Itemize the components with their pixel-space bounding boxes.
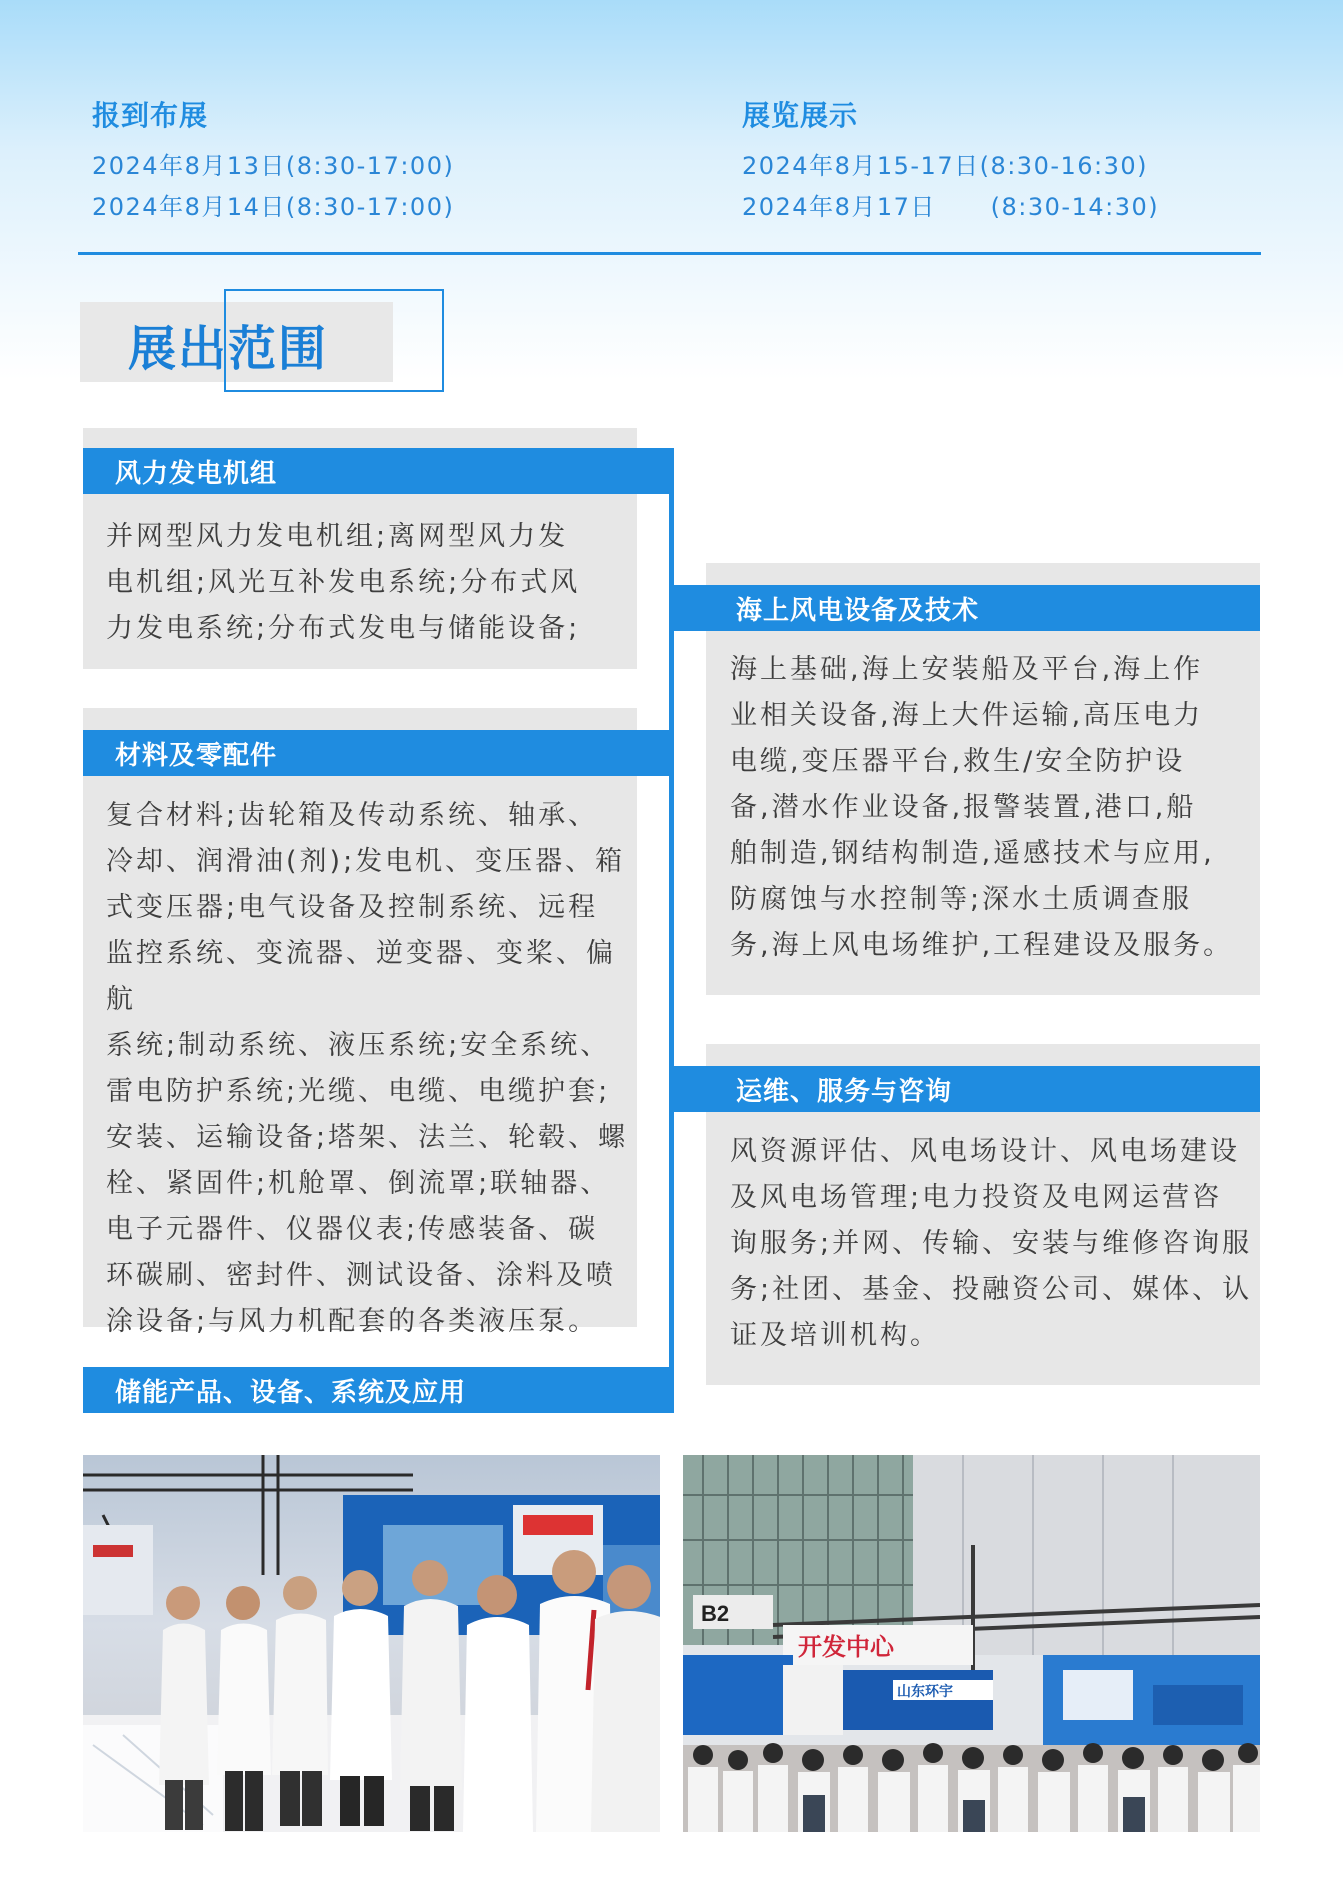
body-line: 防腐蚀与水控制等;深水土质调查服 [730, 884, 1193, 915]
body-line: 雷电防护系统;光缆、电缆、电缆护套; [106, 1076, 611, 1107]
body-line: 栓、紧固件;机舱罩、倒流罩;联轴器、 [106, 1168, 611, 1199]
category-operations-service [706, 1044, 1260, 1385]
exhibition-hall-photo-illustration [683, 1455, 1260, 1832]
category-wind-turbines [83, 428, 637, 669]
body-line: 并网型风力发电机组;离网型风力发 [106, 521, 569, 552]
photo-delegation-visit [83, 1455, 660, 1832]
category-energy-storage-title: 储能产品、设备、系统及应用 [83, 1367, 674, 1413]
body-line: 及风电场管理;电力投资及电网运营咨 [730, 1182, 1223, 1213]
body-line: 监控系统、变流器、逆变器、变桨、偏航 [106, 938, 616, 1015]
category-title: 风力发电机组 [83, 448, 674, 494]
exhibition-date-1: 2024年8月15-17日(8:30-16:30) [742, 152, 1149, 180]
body-line: 涂设备;与风力机配套的各类液压泵。 [106, 1306, 599, 1337]
delegation-photo-illustration [83, 1455, 660, 1832]
body-line: 系统;制动系统、液压系统;安全系统、 [106, 1030, 611, 1061]
setup-heading: 报到布展 [92, 99, 209, 132]
body-line: 电缆,变压器平台,救生/安全防护设 [730, 746, 1186, 777]
body-line: 复合材料;齿轮箱及传动系统、轴承、 [106, 800, 599, 831]
sign-shandong: 山东环宇 [897, 1683, 953, 1699]
body-line: 力发电系统;分布式发电与储能设备; [106, 613, 581, 644]
category-title: 海上风电设备及技术 [670, 585, 1260, 631]
sign-development-center: 开发中心 [798, 1634, 894, 1661]
setup-date-2: 2024年8月14日(8:30-17:00) [92, 193, 455, 221]
photo-exhibition-hall [683, 1455, 1260, 1832]
body-line: 证及培训机构。 [730, 1320, 940, 1351]
body-line: 风资源评估、风电场设计、风电场建设 [730, 1136, 1240, 1167]
category-title: 运维、服务与咨询 [670, 1066, 1260, 1112]
body-line: 询服务;并网、传输、安装与维修咨询服 [730, 1228, 1253, 1259]
category-body [730, 1129, 1255, 1359]
header-divider [78, 252, 1261, 255]
exhibition-date-2: 2024年8月17日 (8:30-14:30) [742, 193, 1160, 221]
body-line: 环碳刷、密封件、测试设备、涂料及喷 [106, 1260, 616, 1291]
category-body [730, 647, 1250, 969]
body-line: 备,潜水作业设备,报警装置,港口,船 [730, 792, 1197, 823]
body-line: 务,海上风电场维护,工程建设及服务。 [730, 930, 1234, 961]
category-offshore-wind [706, 563, 1260, 995]
category-materials-parts [83, 708, 637, 1337]
category-body [106, 514, 626, 652]
body-line: 式变压器;电气设备及控制系统、远程 [106, 892, 599, 923]
body-line: 安装、运输设备;塔架、法兰、轮毂、螺 [106, 1122, 629, 1153]
body-line: 海上基础,海上安装船及平台,海上作 [730, 654, 1204, 685]
exhibition-heading: 展览展示 [742, 99, 859, 132]
body-line: 冷却、润滑油(剂);发电机、变压器、箱 [106, 846, 626, 877]
category-body [106, 793, 636, 1345]
setup-date-1: 2024年8月13日(8:30-17:00) [92, 152, 455, 180]
booth-label: B2 [701, 1601, 730, 1626]
body-line: 电子元器件、仪器仪表;传感装备、碳 [106, 1214, 599, 1245]
body-line: 业相关设备,海上大件运输,高压电力 [730, 700, 1204, 731]
category-title: 材料及零配件 [83, 730, 674, 776]
body-line: 务;社团、基金、投融资公司、媒体、认 [730, 1274, 1253, 1305]
body-line: 舶制造,钢结构制造,遥感技术与应用, [730, 838, 1215, 869]
section-title: 展出范围 [128, 321, 329, 377]
body-line: 电机组;风光互补发电系统;分布式风 [106, 567, 581, 598]
